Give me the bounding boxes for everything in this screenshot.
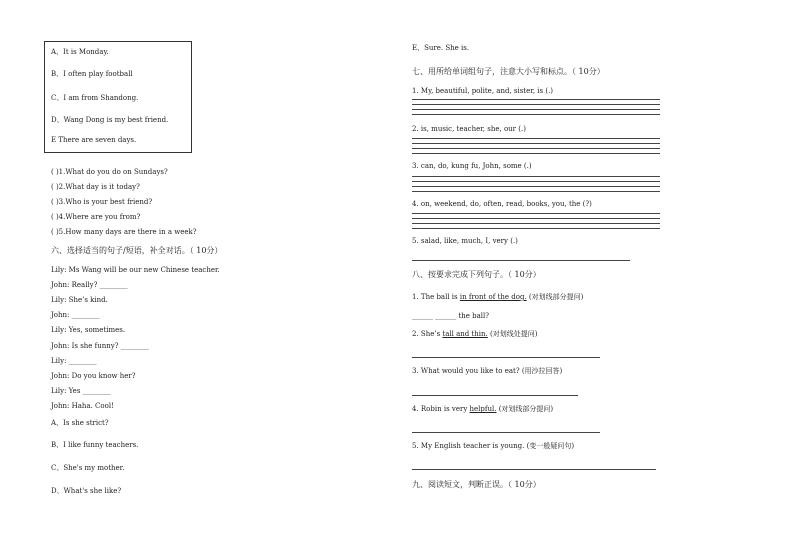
q4-prefix: 4. Robin is very [412, 405, 470, 413]
writing-line [412, 223, 660, 224]
answer-line [412, 260, 630, 261]
dialogue-line: John: Is she funny? ________ [51, 342, 149, 350]
answer-line [412, 357, 600, 358]
dialogue-line: John: Really? ________ [51, 281, 128, 289]
box-option-d: D、Wang Dong is my best friend. [51, 116, 169, 124]
writing-line [412, 153, 660, 154]
writing-line [412, 148, 660, 149]
dialogue-option-e: E、Sure. She is. [412, 44, 470, 52]
dialogue-line: Lily: She’s kind. [51, 296, 108, 304]
writing-line [412, 191, 660, 192]
box-option-b: B、I often play football [51, 70, 133, 78]
writing-line [412, 181, 660, 182]
writing-line [412, 138, 660, 139]
word-group-5: 5. salad, like, much, I, very (.) [412, 237, 518, 245]
dialogue-line: Lily: Yes, sometimes. [51, 326, 126, 334]
q1-suffix: (对划线部分提问) [526, 293, 584, 301]
rewrite-question-4 [412, 405, 553, 414]
writing-line [412, 218, 660, 219]
writing-line [412, 228, 660, 229]
q1-underlined: in front of the dog. [459, 293, 527, 301]
section-8-heading: 八、按要求完成下列句子。（ 10分） [412, 270, 541, 279]
dialogue-line: John: Do you know her? [51, 372, 136, 380]
answer-line [412, 432, 600, 433]
match-question: ( )4.Where are you from? [51, 213, 141, 221]
writing-line [412, 99, 660, 100]
section-7-heading: 七、用所给单词组句子，注意大小写和标点。（ 10分） [412, 67, 605, 76]
rewrite-question-3: 3. What would you like to eat? (用沙拉回答) [412, 367, 563, 375]
dialogue-line: John: ________ [51, 311, 100, 319]
writing-line [412, 143, 660, 144]
rewrite-question-1 [412, 293, 583, 302]
writing-line [412, 109, 660, 110]
match-question: ( )2.What day is it today? [51, 183, 140, 191]
rewrite-question-2 [412, 330, 537, 339]
word-group-2: 2. is, music, teacher, she, our (.) [412, 125, 526, 133]
rewrite-question-5: 5. My English teacher is young. (变一般疑问句) [412, 442, 575, 450]
writing-line [412, 176, 660, 177]
writing-line [412, 114, 660, 115]
q1-prefix: 1. The ball is [412, 293, 460, 301]
box-option-e: E There are seven days. [51, 136, 137, 144]
dialogue-option-a: A、Is she strict? [51, 419, 109, 427]
match-question: ( )3.Who is your best friend? [51, 198, 153, 206]
dialogue-option-c: C、She's my mother. [51, 464, 125, 472]
q2-underlined: tall and thin. [442, 330, 488, 338]
dialogue-line: Lily: Yes ________ [51, 387, 111, 395]
dialogue-line: John: Haha. Cool! [51, 402, 114, 410]
dialogue-option-b: B、I like funny teachers. [51, 441, 139, 449]
box-option-c: C、I am from Shandong. [51, 94, 139, 102]
q2-prefix: 2. She’s [412, 330, 443, 338]
q1-answer: ______ ______ the ball? [412, 312, 490, 320]
word-group-3: 3. can, do, kung fu, John, some (.) [412, 162, 532, 170]
answer-line [412, 395, 578, 396]
dialogue-line: Lily: ________ [51, 357, 97, 365]
dialogue-option-d: D、What's she like? [51, 487, 122, 495]
match-question: ( )1.What do you do on Sundays? [51, 168, 168, 176]
word-group-4: 4. on, weekend, do, often, read, books, you, the (?) [412, 200, 592, 208]
match-question: ( )5.How many days are there in a week? [51, 228, 197, 236]
q4-underlined: helpful. [469, 405, 497, 413]
q4-suffix: (对划线部分提问) [496, 405, 554, 413]
writing-line [412, 186, 660, 187]
section-6-heading: 六、选择适当的句子/短语，补全对话。（ 10分） [51, 246, 223, 255]
section-9-heading: 九、阅读短文，判断正误。（ 10分） [412, 480, 541, 489]
box-option-a: A、It is Monday. [51, 48, 109, 56]
word-group-1: 1. My, beautiful, polite, and, sister, is (.) [412, 87, 554, 95]
writing-line [412, 104, 660, 105]
answer-line [412, 469, 656, 470]
q2-suffix: (对划线处提问) [487, 330, 538, 338]
writing-line [412, 213, 660, 214]
dialogue-line: Lily: Ms Wang will be our new Chinese teacher. [51, 266, 220, 274]
